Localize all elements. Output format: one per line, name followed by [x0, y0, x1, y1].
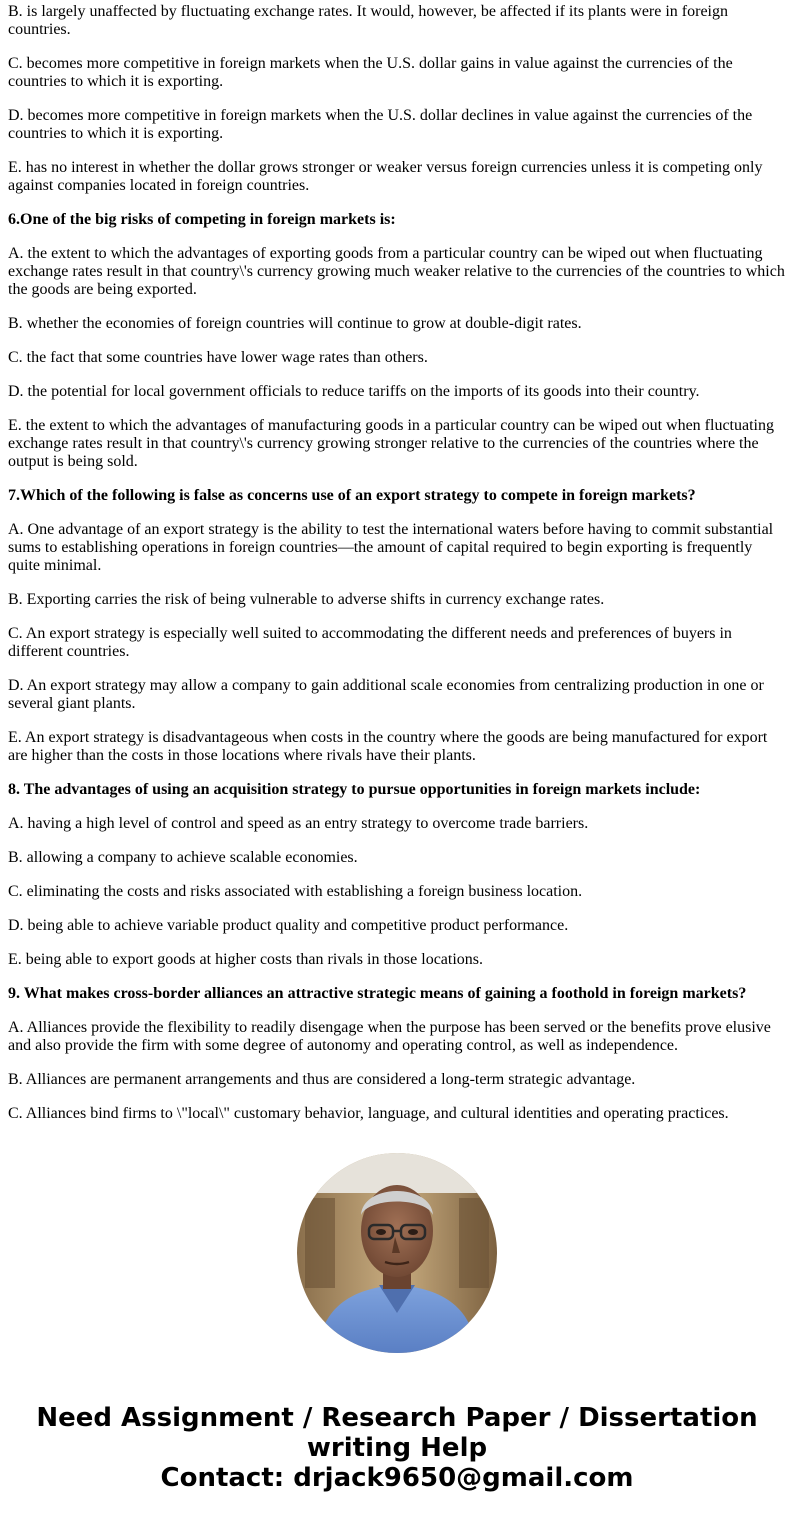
answer-option: D. the potential for local government officials to reduce tariffs on the imports of its goods into their country. [8, 383, 700, 400]
answer-option: A. Alliances provide the flexibility to readily disengage when the purpose has been served or the benefits prove elusive and also provide the firm with some degree of autonomy and operating control, as well as independence. [8, 1019, 771, 1054]
contact-email: Contact: drjack9650@gmail.com [160, 1463, 634, 1493]
answer-option: D. An export strategy may allow a company to gain additional scale economies from centralizing production in one or several giant plants. [8, 677, 764, 712]
answer-option: B. is largely unaffected by fluctuating exchange rates. It would, however, be affected if its plants were in foreign countries. [8, 3, 728, 38]
author-avatar [297, 1153, 497, 1353]
answer-option: D. becomes more competitive in foreign markets when the U.S. dollar declines in value against the currencies of the countries to which it is exporting. [8, 107, 753, 142]
answer-option: E. the extent to which the advantages of manufacturing goods in a particular country can be wiped out when fluctuating exchange rates result in that country\'s currency growing stronger relative to the currencies of the countries where the output is being sold. [8, 417, 774, 470]
banner-line-2: writing Help [306, 1433, 488, 1463]
question-heading: 6.One of the big risks of competing in foreign markets is: [8, 211, 396, 228]
answer-option: C. An export strategy is especially well suited to accommodating the different needs and preferences of buyers in different countries. [8, 625, 732, 660]
answer-option: B. whether the economies of foreign countries will continue to grow at double-digit rates. [8, 315, 582, 332]
answer-option: B. Alliances are permanent arrangements and thus are considered a long-term strategic advantage. [8, 1071, 636, 1088]
answer-option: B. Exporting carries the risk of being vulnerable to adverse shifts in currency exchange rates. [8, 591, 605, 608]
answer-option: A. One advantage of an export strategy is the ability to test the international waters before having to commit substantial sums to establishing operations in foreign countries—the amount of capital required to begin exporting is frequently quite minimal. [8, 521, 774, 574]
answer-option: E. has no interest in whether the dollar grows stronger or weaker versus foreign currencies unless it is competing only against companies located in foreign countries. [8, 159, 763, 194]
question-content [8, 3, 788, 1139]
question-heading: 8. The advantages of using an acquisition strategy to pursue opportunities in foreign markets include: [8, 781, 701, 798]
answer-option: C. eliminating the costs and risks associated with establishing a foreign business location. [8, 883, 583, 900]
question-heading: 9. What makes cross-border alliances an attractive strategic means of gaining a foothold in foreign markets? [8, 985, 747, 1002]
answer-option: A. the extent to which the advantages of exporting goods from a particular country can be wiped out when fluctuating exchange rates result in that country\'s currency growing much weaker relative to the currencies of the countries to which the goods are being exported. [8, 245, 785, 298]
answer-option: E. being able to export goods at higher costs than rivals in those locations. [8, 951, 484, 968]
answer-option: C. Alliances bind firms to \"local\" customary behavior, language, and cultural identities and operating practices. [8, 1105, 729, 1122]
answer-option: C. the fact that some countries have lower wage rates than others. [8, 349, 428, 366]
banner-line-1: Need Assignment / Research Paper / Dissertation [36, 1403, 758, 1433]
answer-option: E. An export strategy is disadvantageous when costs in the country where the goods are being manufactured for export are higher than the costs in those locations where rivals have their plants. [8, 729, 768, 764]
contact-banner [0, 1403, 794, 1493]
answer-option: D. being able to achieve variable product quality and competitive product performance. [8, 917, 569, 934]
answer-option: C. becomes more competitive in foreign markets when the U.S. dollar gains in value against the currencies of the countries to which it is exporting. [8, 55, 733, 90]
answer-option: A. having a high level of control and speed as an entry strategy to overcome trade barriers. [8, 815, 589, 832]
answer-option: B. allowing a company to achieve scalable economies. [8, 849, 358, 866]
question-heading: 7.Which of the following is false as concerns use of an export strategy to compete in foreign markets? [8, 487, 696, 504]
